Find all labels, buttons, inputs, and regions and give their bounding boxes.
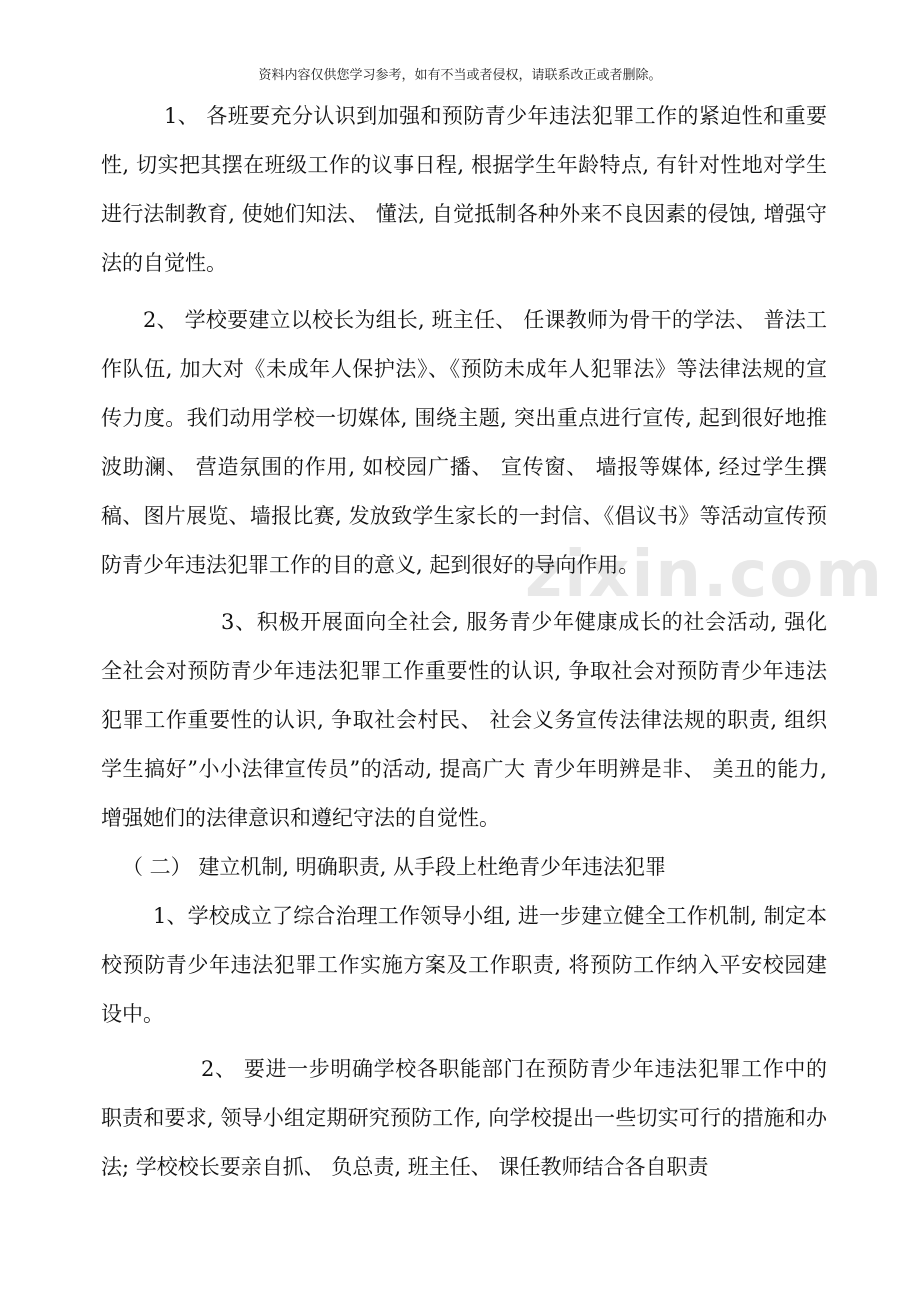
document-body xyxy=(101,92,827,1192)
watermark: zixin.com xyxy=(525,538,884,612)
paragraph-2: 2、 学校要建立以校长为组长, 班主任、 任课教师为骨干的学法、 普法工作队伍, 加大对《未成年人保护法》、《预防未成年人犯罪法》等法律法规的宣传力度。我们动用学校一切媒体, 围绕主题, 突出重点进行宣传, 起到很好地推波助澜、 营造氛围的作用, 如校园广播、 宣传窗、 墙报等媒体, 经过学生撰稿、图片展览、墙报比赛, 发放致学生家长的一封信、《倡议书》等活动宣传预防青少年违法犯罪工作的目的意义, 起到很好的导向作用。 xyxy=(101,308,827,577)
paragraph-4: 1、学校成立了综合治理工作领导小组, 进一步建立健全工作机制, 制定本校预防青少年违法犯罪工作实施方案及工作职责, 将预防工作纳入平安校园建设中。 xyxy=(101,904,827,1026)
page-header-notice: 资料内容仅供您学习参考，如有不当或者侵权，请联系改正或者删除。 xyxy=(258,68,662,83)
paragraph-1: 1、 各班要充分认识到加强和预防青少年违法犯罪工作的紧迫性和重要性, 切实把其摆在班级工作的议事日程, 根据学生年龄特点, 有针对性地对学生进行法制教育, 使她们知法、 懂法, 自觉抵制各种外来不良因素的侵蚀, 增强守法的自觉性。 xyxy=(101,104,827,275)
paragraph-3: 3、积极开展面向全社会, 服务青少年健康成长的社会活动, 强化全社会对预防青少年违法犯罪工作重要性的认识, 争取社会对预防青少年违法犯罪工作重要性的认识, 争取社会村民、 社会义务宣传法律法规的职责, 组织学生搞好”小小法律宣传员”的活动, 提高广大 青少年明辨是非、 美丑的能力, 增强她们的法律意识和遵纪守法的自觉性。 xyxy=(101,610,827,830)
paragraph-5: 2、 要进一步明确学校各职能部门在预防青少年违法犯罪工作中的职责和要求, 领导小组定期研究预防工作, 向学校提出一些切实可行的措施和办法; 学校校长要亲自抓、 负总责, 班主任、 课任教师结合各自职责 xyxy=(101,1057,827,1179)
section-heading-2: （ 二） 建立机制, 明确职责, 从手段上杜绝青少年违法犯罪 xyxy=(122,855,667,879)
